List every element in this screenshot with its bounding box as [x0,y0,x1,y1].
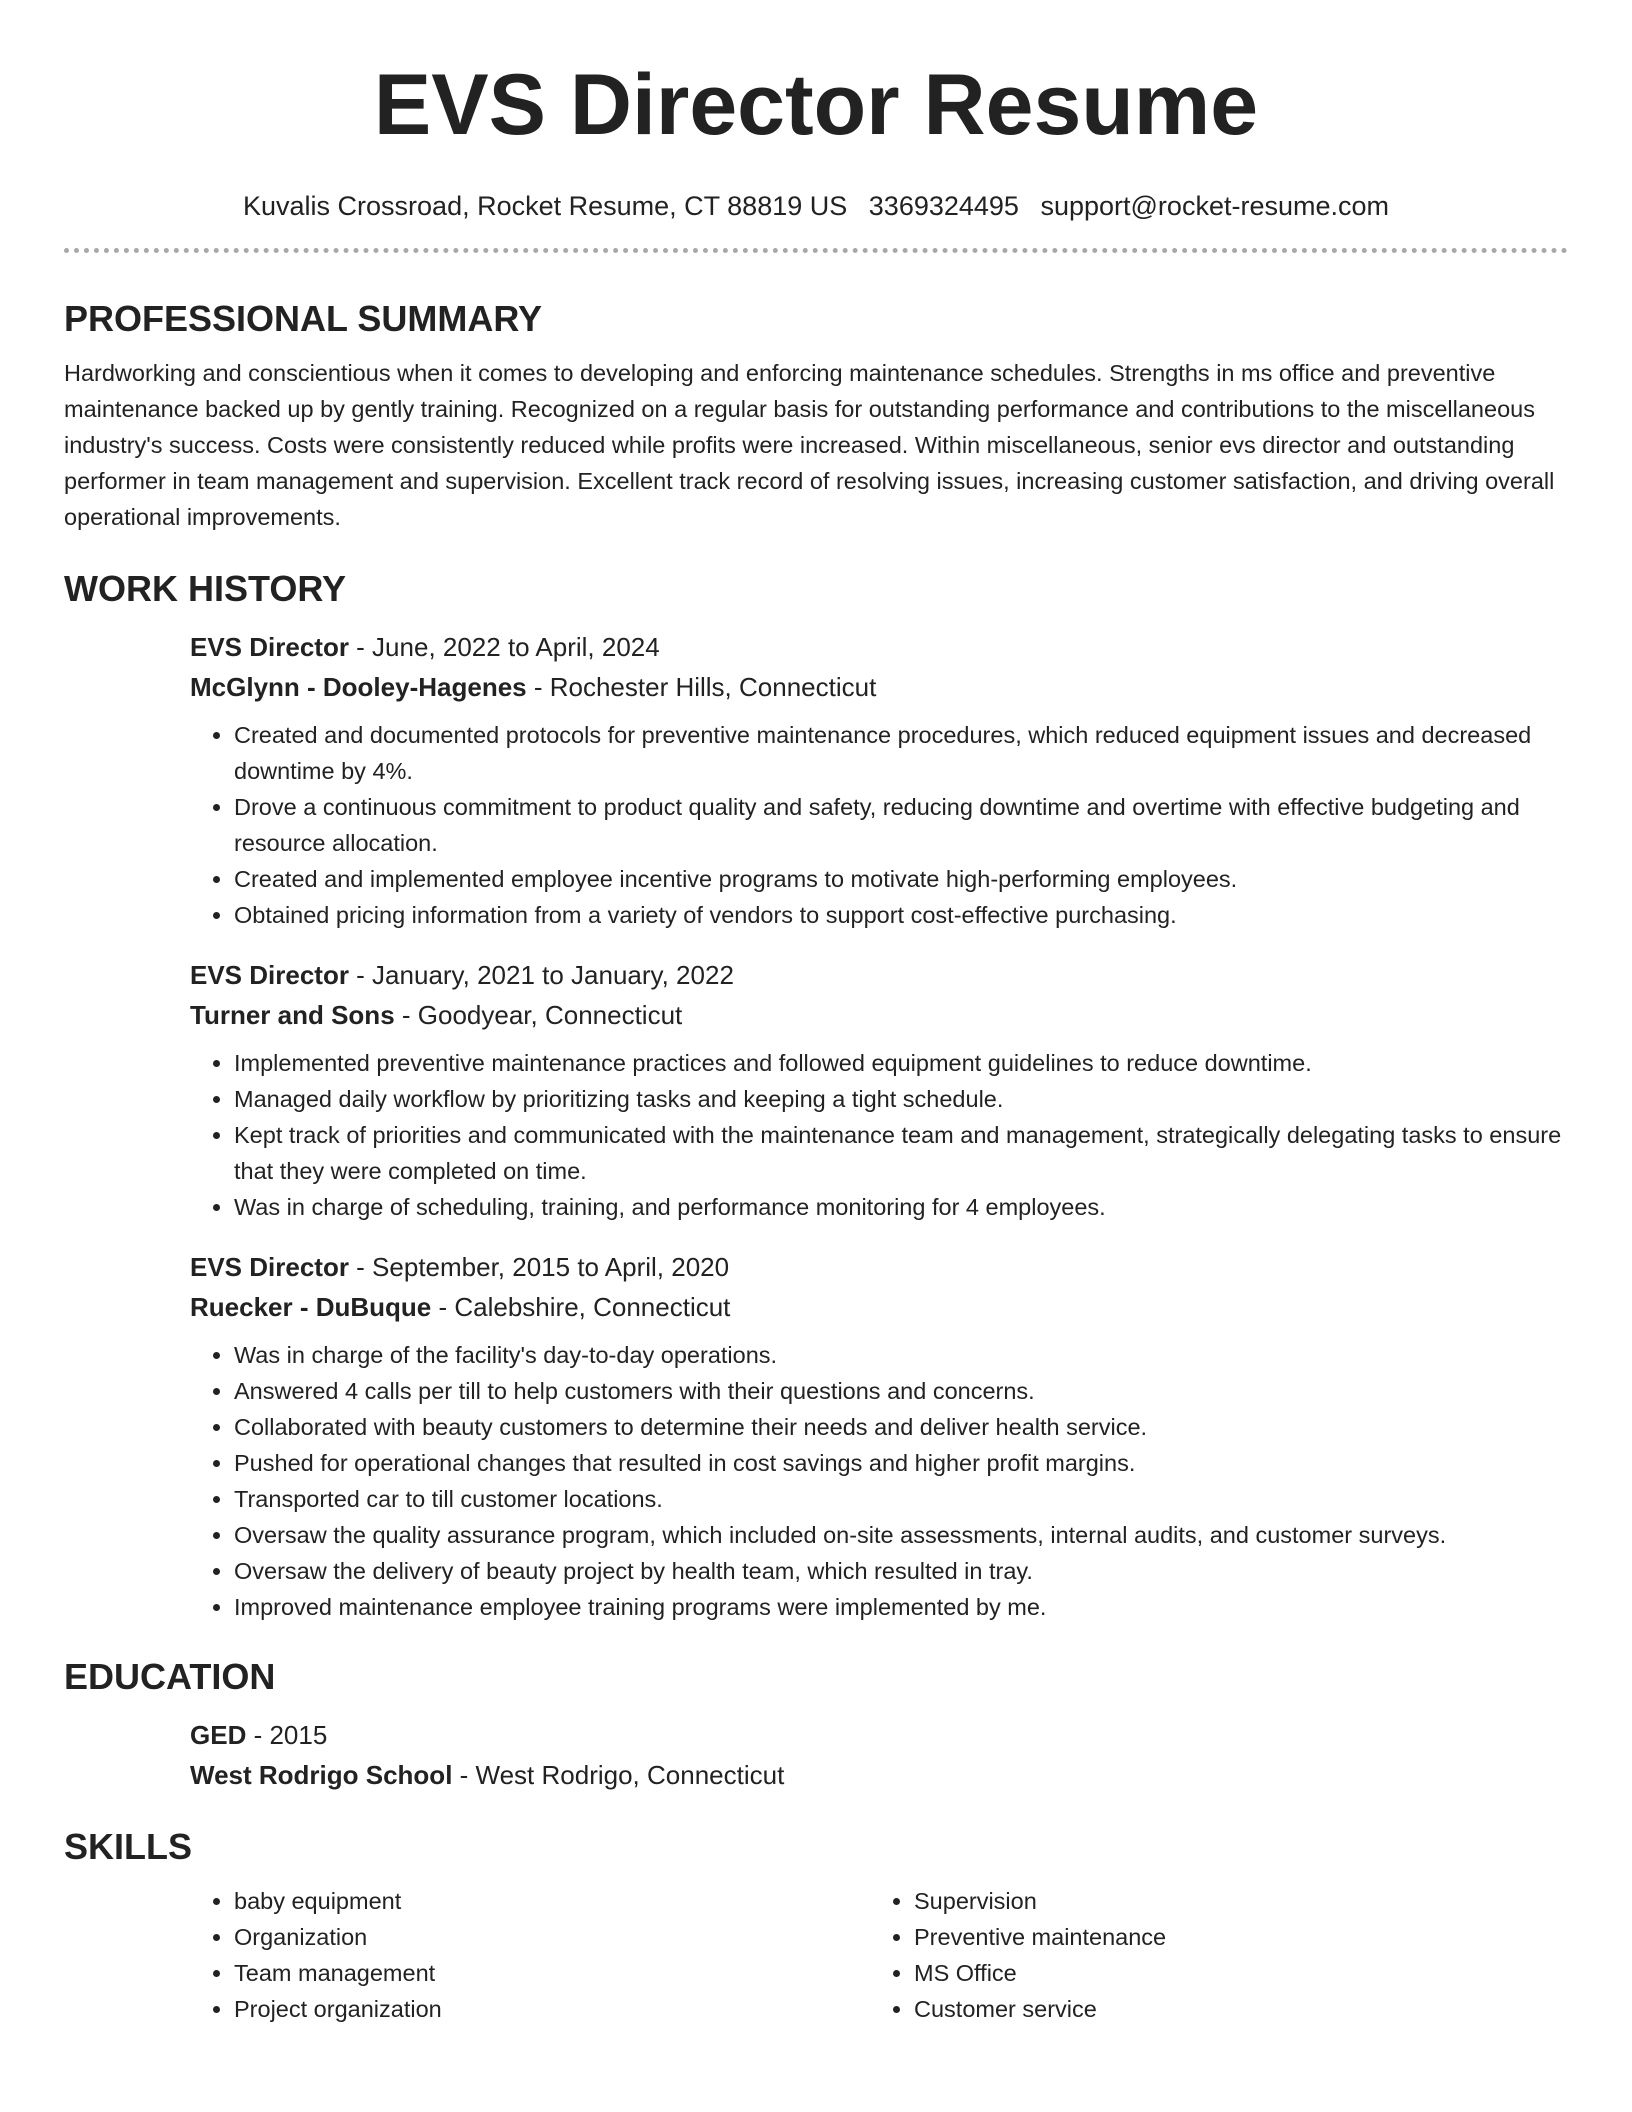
job-dates: - September, 2015 to April, 2020 [348,1252,730,1282]
summary-heading: PROFESSIONAL SUMMARY [64,298,543,339]
job-bullet: • Pushed for operational changes that resulted in cost savings and higher profit margins. [234,1445,1568,1481]
job-entry [190,627,1568,933]
education-section [64,1653,1568,1795]
job-title-line [190,1247,1568,1287]
contact-phone: 3369324495 [868,191,1019,221]
job-list [190,627,1568,1625]
job-dates: - June, 2022 to April, 2024 [348,632,660,662]
education-heading: EDUCATION [64,1656,276,1697]
work-history-section [64,565,1568,1625]
job-location: - Rochester Hills, Connecticut [526,672,877,702]
skill-item: • Project organization [234,1991,870,2027]
job-bullet: • Collaborated with beauty customers to determine their needs and deliver health service. [234,1409,1568,1445]
skills-section [64,1823,1568,2027]
job-bullet: • Was in charge of the facility's day-to-day operations. [234,1337,1568,1373]
job-bullet: • Kept track of priorities and communicated with the maintenance team and management, strategically delegating tasks to ensure that they were completed on time. [234,1117,1568,1189]
job-bullet: • Implemented preventive maintenance practices and followed equipment guidelines to reduce downtime. [234,1045,1568,1081]
skill-item: • baby equipment [234,1883,870,1919]
skills-grid [190,1883,1568,2027]
skill-item: • Organization [234,1919,870,1955]
skills-heading: SKILLS [64,1826,193,1867]
job-bullets [190,1337,1568,1625]
job-entry [190,955,1568,1225]
job-title: EVS Director [190,632,349,662]
skill-item: • Team management [234,1955,870,1991]
job-bullet: • Oversaw the delivery of beauty project by health team, which resulted in tray. [234,1553,1568,1589]
skill-item: • Supervision [914,1883,1550,1919]
job-company: Turner and Sons [190,1000,395,1030]
job-company: McGlynn - Dooley-Hagenes [190,672,527,702]
job-bullet: • Obtained pricing information from a variety of vendors to support cost-effective purchasing. [234,897,1568,933]
resume-title: EVS Director Resume [373,57,1259,153]
job-title-line [190,627,1568,667]
job-bullet: • Created and implemented employee incentive programs to motivate high-performing employees. [234,861,1568,897]
skill-item: • Preventive maintenance [914,1919,1550,1955]
job-company-line [190,1287,1568,1327]
job-location: - Goodyear, Connecticut [394,1000,683,1030]
skill-item: • MS Office [914,1955,1550,1991]
job-company-line [190,995,1568,1035]
education-school: West Rodrigo School [190,1760,453,1790]
education-school-line [190,1755,1568,1795]
job-bullets [190,1045,1568,1225]
job-bullet: • Was in charge of scheduling, training, and performance monitoring for 4 employees. [234,1189,1568,1225]
job-title: EVS Director [190,1252,349,1282]
education-year: - 2015 [246,1720,328,1750]
job-bullet: • Oversaw the quality assurance program, which included on-site assessments, internal audits, and customer surveys. [234,1517,1568,1553]
education-degree: GED [190,1720,247,1750]
job-title-line [190,955,1568,995]
header-divider [64,248,1568,253]
job-bullet: • Created and documented protocols for preventive maintenance procedures, which reduced equipment issues and decreased downtime by 4%. [234,717,1568,789]
job-bullet: • Managed daily workflow by prioritizing tasks and keeping a tight schedule. [234,1081,1568,1117]
education-entry [190,1715,1568,1795]
contact-address: Kuvalis Crossroad, Rocket Resume, CT 88819 US [243,191,848,221]
job-bullet: • Transported car to till customer locations. [234,1481,1568,1517]
job-dates: - January, 2021 to January, 2022 [348,960,734,990]
contact-email: support@rocket-resume.com [1040,191,1389,221]
job-bullets [190,717,1568,933]
skills-column-right [870,1883,1550,2027]
job-company: Ruecker - DuBuque [190,1292,432,1322]
summary-text: Hardworking and conscientious when it comes to developing and enforcing maintenance schedules. Strengths in ms office and preventive maintenance backed up by gently training. Recognized on a regular basis for outstanding performance and contributions to the miscellaneous industry's success. Costs were consistently reduced while profits were increased. Within miscellaneous, senior evs director and outstanding performer in team management and supervision. Excellent track record of resolving issues, increasing customer satisfaction, and driving overall operational improvements. [64,360,1555,530]
job-title: EVS Director [190,960,349,990]
job-company-line [190,667,1568,707]
job-location: - Calebshire, Connecticut [431,1292,731,1322]
education-degree-line [190,1715,1568,1755]
job-bullet: • Drove a continuous commitment to product quality and safety, reducing downtime and overtime with effective budgeting and resource allocation. [234,789,1568,861]
skills-column-left [190,1883,870,2027]
job-bullet: • Improved maintenance employee training programs were implemented by me. [234,1589,1568,1625]
job-bullet: • Answered 4 calls per till to help customers with their questions and concerns. [234,1373,1568,1409]
job-entry [190,1247,1568,1625]
resume-page [64,50,1568,2027]
summary-section [64,295,1568,535]
skill-item: • Customer service [914,1991,1550,2027]
work-history-heading: WORK HISTORY [64,568,347,609]
contact-line [64,188,1568,224]
education-location: - West Rodrigo, Connecticut [452,1760,785,1790]
